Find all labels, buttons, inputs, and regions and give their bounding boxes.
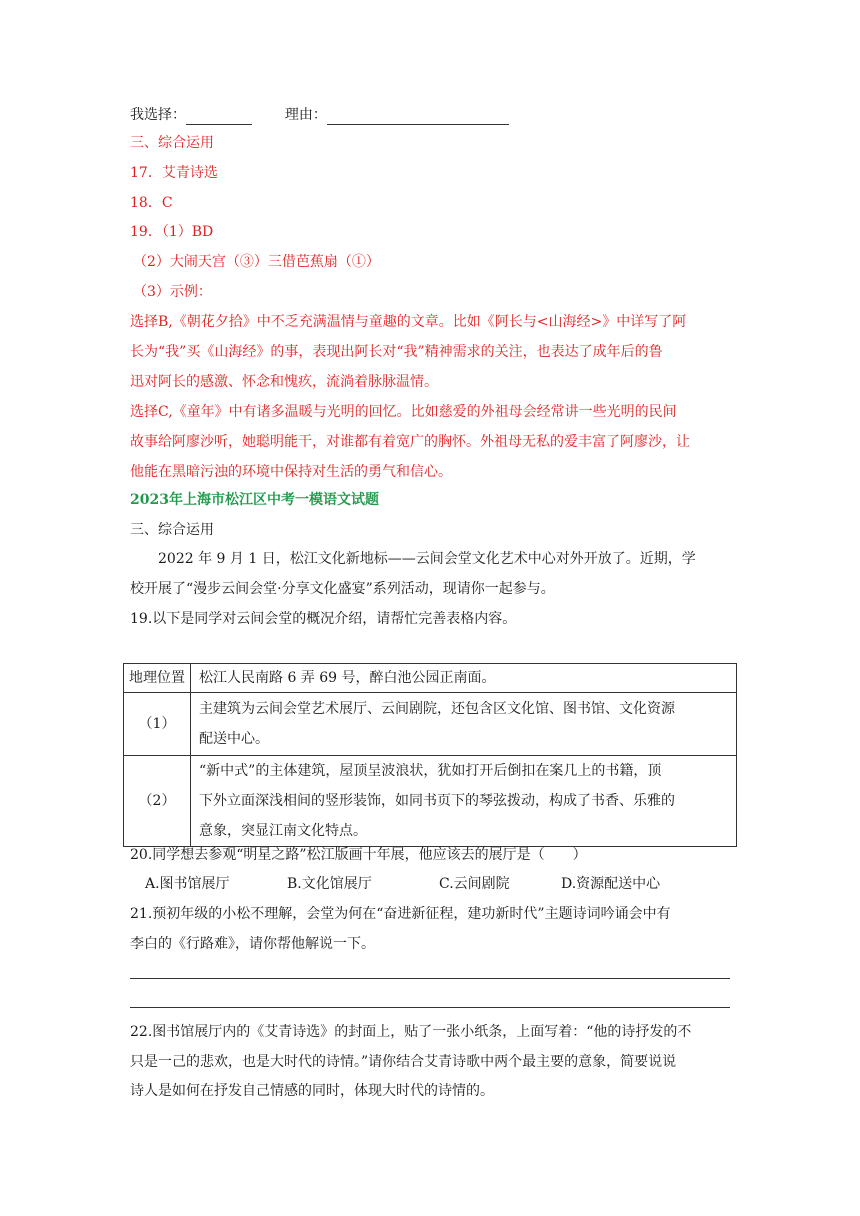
row-content-line: “新中式”的主体建筑，屋顶呈波浪状，犹如打开后倒扣在案几上的书籍，顶 xyxy=(199,763,662,779)
question-22-line: 22.图书馆展厅内的《艾青诗选》的封面上，贴了一张小纸条，上面写着：“他的诗抒发的不 xyxy=(130,1024,692,1040)
option-c[interactable]: C.云间剧院 xyxy=(439,876,510,892)
row-content xyxy=(191,756,737,847)
answer-para-b-line: 长为“我”买《山海经》的事，表现出阿长对“我”精神需求的关注，也表达了成年后的鲁 xyxy=(130,344,663,360)
option-b[interactable]: B.文化馆展厅 xyxy=(287,876,372,892)
question-21-line: 李白的《行路难》，请你帮他解说一下。 xyxy=(130,936,375,952)
question-20-options xyxy=(145,874,660,894)
reason-blank[interactable] xyxy=(327,108,509,125)
row-content-line: 主建筑为云间会堂艺术展厅、云间剧院，还包含区文化馆、图书馆、文化资源 xyxy=(199,701,675,717)
answer-para-b-line: 迅对阿长的感激、怀念和愧疚，流淌着脉脉温情。 xyxy=(130,374,438,390)
exam-section-heading: 三、综合运用 xyxy=(130,522,214,538)
exam-title: 2023年上海市松江区中考一模语文试题 xyxy=(130,492,379,508)
intro-line: 校开展了“漫步云间会堂·分享文化盛宴”系列活动，现请你一起参与。 xyxy=(130,581,555,597)
answer-section-heading: 三、综合运用 xyxy=(130,135,214,151)
answer-line[interactable] xyxy=(130,1007,730,1008)
row-label: （2） xyxy=(124,756,191,847)
row-content-line: 配送中心。 xyxy=(199,731,269,747)
answer-para-c-line: 他能在黑暗污浊的环境中保持对生活的勇气和信心。 xyxy=(130,464,452,480)
answer-para-c-line: 选择C,《童年》中有诸多温暖与光明的回忆。比如慈爱的外祖母会经常讲一些光明的民间 xyxy=(130,404,677,420)
row-content xyxy=(191,693,737,756)
row-content-line: 下外立面深浅相间的竖形装饰，如同书页下的琴弦拨动，构成了书香、乐雅的 xyxy=(199,793,675,809)
row-content-line: 意象，突显江南文化特点。 xyxy=(199,823,367,839)
answer-q19-2: （2）大闹天宫（③）三借芭蕉扇（①） xyxy=(133,254,380,270)
answer-q17: 17．艾青诗选 xyxy=(130,165,218,181)
answer-para-b-line: 选择B,《朝花夕拾》中不乏充满温情与童趣的文章。比如《阿长与<山海经>》中详写了阿 xyxy=(130,314,687,330)
question-21-line: 21.预初年级的小松不理解，会堂为何在“奋进新征程，建功新时代”主题诗词吟诵会中有 xyxy=(130,906,671,922)
choice-blank[interactable] xyxy=(186,108,252,125)
option-d[interactable]: D.资源配送中心 xyxy=(561,876,661,892)
choice-line xyxy=(130,105,509,125)
row-label: （1） xyxy=(124,693,191,756)
question-19: 19.以下是同学对云间会堂的概况介绍，请帮忙完善表格内容。 xyxy=(130,611,517,627)
answer-para-c-line: 故事给阿廖沙听，她聪明能干，对谁都有着宽广的胸怀。外祖母无私的爱丰富了阿廖沙，让 xyxy=(130,434,690,450)
row-content xyxy=(191,664,737,693)
table-row xyxy=(124,664,737,693)
option-a[interactable]: A.图书馆展厅 xyxy=(145,876,230,892)
answer-q19-1: 19．（1）BD xyxy=(130,224,214,240)
row-content-line: 松江人民南路 6 弄 69 号，醉白池公园正南面。 xyxy=(199,670,496,686)
answer-q19-3: （3）示例： xyxy=(133,284,212,300)
intro-line: 2022 年 9 月 1 日，松江文化新地标——云间会堂文化艺术中心对外开放了。近期，学 xyxy=(158,551,696,567)
choose-label: 我选择： xyxy=(130,107,186,123)
answer-line[interactable] xyxy=(130,978,730,979)
reason-label: 理由： xyxy=(284,107,327,123)
answer-q18: 18．C xyxy=(130,195,173,211)
question-20: 20.同学想去参观“明星之路”松江版画十年展，他应该去的展厅是（ ） xyxy=(130,847,587,863)
table-row xyxy=(124,756,737,847)
row-label: 地理位置 xyxy=(124,664,191,693)
table-row xyxy=(124,693,737,756)
question-22-line: 诗人是如何在抒发自己情感的同时，体现大时代的诗情的。 xyxy=(130,1083,494,1099)
question-22-line: 只是一己的悲欢，也是大时代的诗情。”请你结合艾青诗歌中两个最主要的意象，简要说说 xyxy=(130,1054,677,1070)
overview-table xyxy=(123,663,737,847)
